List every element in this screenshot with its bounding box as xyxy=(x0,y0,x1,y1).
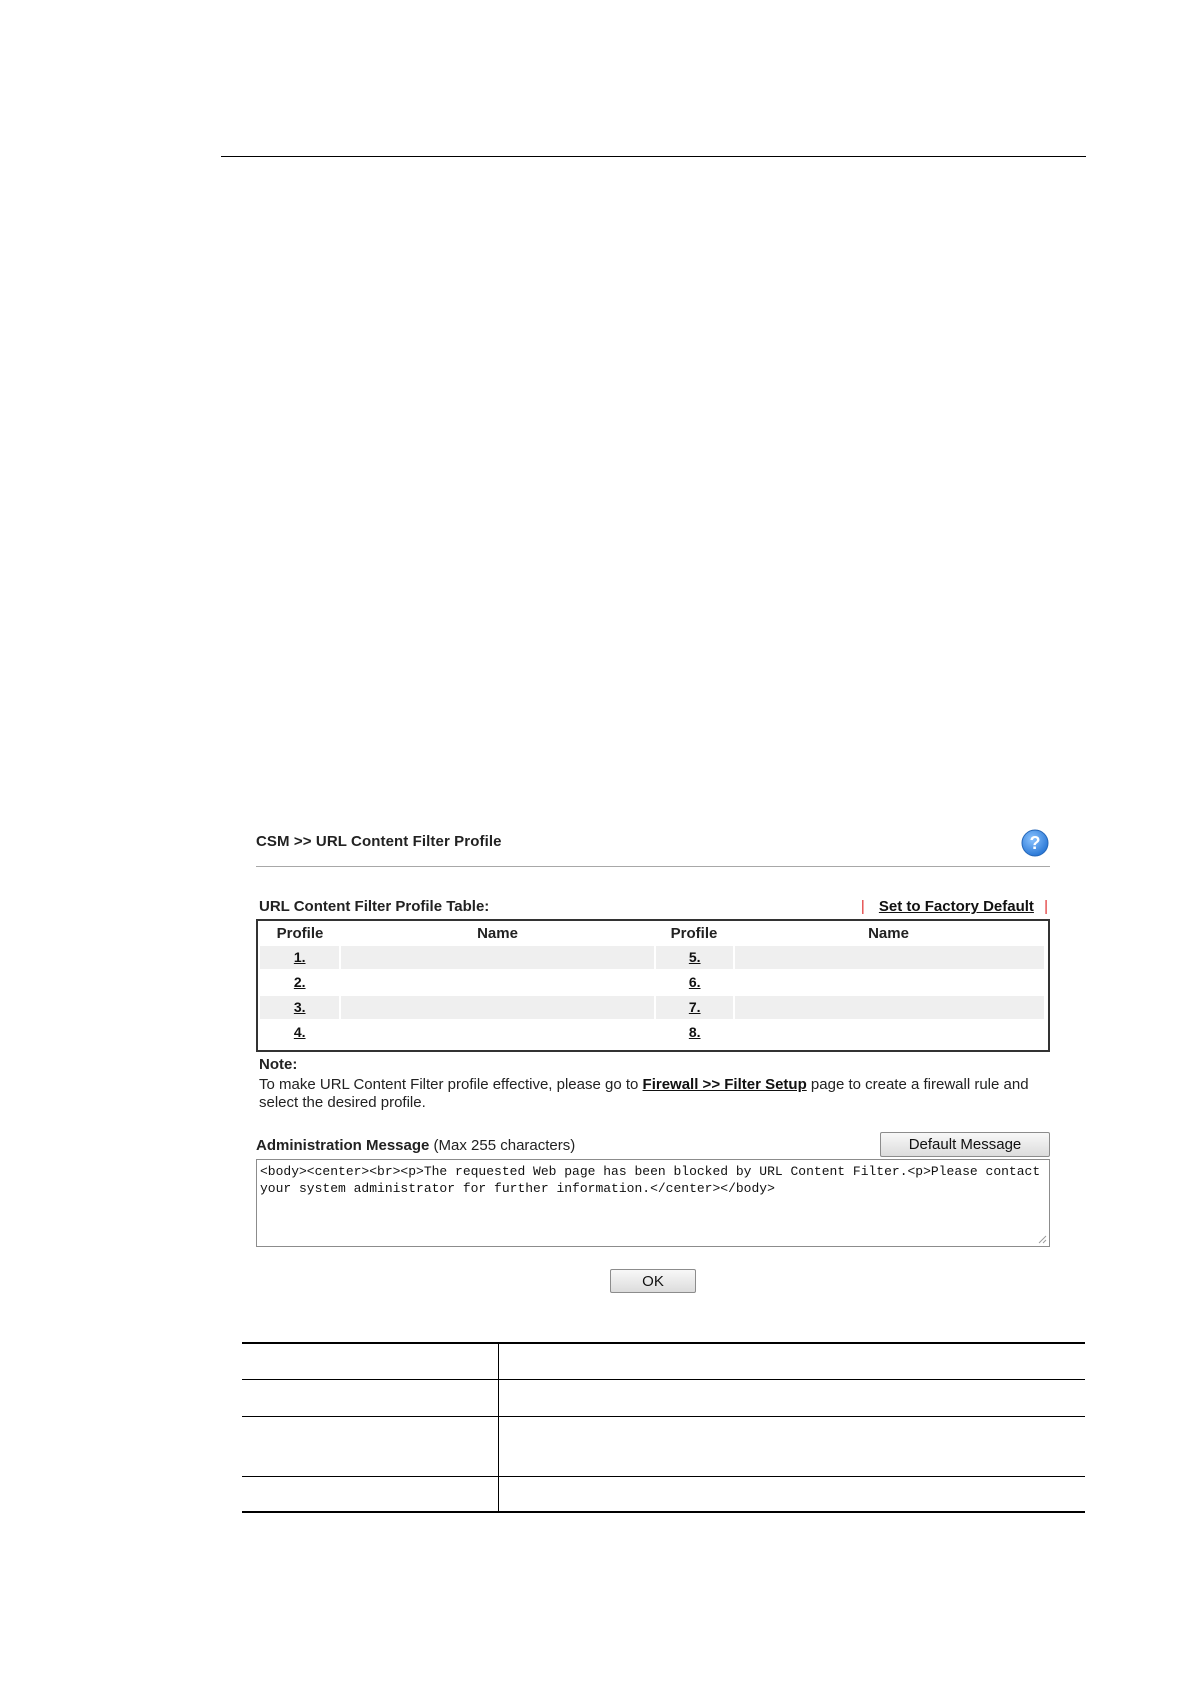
admin-message-textarea[interactable] xyxy=(256,1159,1050,1247)
profile-link-5[interactable]: 5. xyxy=(688,949,701,965)
column-header-profile: Profile xyxy=(276,925,324,942)
table-row xyxy=(242,1476,1085,1512)
table-row xyxy=(260,946,1046,969)
table-cell xyxy=(499,1343,1086,1379)
profile-cell xyxy=(260,971,339,994)
table-cell xyxy=(499,1416,1086,1476)
profile-name-cell xyxy=(341,946,654,969)
separator: | xyxy=(1044,898,1048,915)
profile-link-7[interactable]: 7. xyxy=(688,999,701,1015)
table-row xyxy=(242,1343,1085,1379)
profile-link-6[interactable]: 6. xyxy=(688,974,701,990)
profile-cell xyxy=(260,1021,339,1044)
table-row xyxy=(242,1379,1085,1416)
table-cell xyxy=(242,1476,499,1512)
table-row xyxy=(260,996,1046,1019)
note-text xyxy=(259,1076,1050,1112)
profile-name-cell xyxy=(735,946,1044,969)
table-row xyxy=(260,1021,1046,1044)
column-header-name: Name xyxy=(868,925,909,942)
admin-message-label xyxy=(256,1137,575,1154)
profile-name-cell xyxy=(735,1021,1044,1044)
table-cell xyxy=(242,1343,499,1379)
profile-cell xyxy=(260,946,339,969)
profile-cell xyxy=(656,996,733,1019)
firewall-filter-setup-link[interactable]: Firewall >> Filter Setup xyxy=(642,1076,807,1093)
profile-link-1[interactable]: 1. xyxy=(293,949,306,965)
note-text-after: page to create a firewall rule and select the desired profile. xyxy=(259,1076,1029,1111)
profile-table-title: URL Content Filter Profile Table: xyxy=(259,898,490,915)
column-header-name: Name xyxy=(477,925,518,942)
profile-cell xyxy=(260,996,339,1019)
table-header-row xyxy=(260,923,1046,945)
profile-name-cell xyxy=(341,1021,654,1044)
table-row xyxy=(242,1416,1085,1476)
panel-header xyxy=(256,823,1050,867)
profile-link-2[interactable]: 2. xyxy=(293,974,306,990)
resize-grip-icon[interactable] xyxy=(1037,1234,1047,1244)
page-top-rule xyxy=(221,156,1086,157)
profile-table-header xyxy=(256,895,1050,919)
admin-message-hint: (Max 255 characters) xyxy=(433,1137,576,1154)
profile-link-8[interactable]: 8. xyxy=(688,1024,701,1040)
help-icon[interactable] xyxy=(1021,829,1049,857)
profile-name-cell xyxy=(735,996,1044,1019)
note-title: Note: xyxy=(259,1056,298,1073)
table-cell xyxy=(499,1476,1086,1512)
admin-message-wrapper xyxy=(256,1159,1050,1247)
profile-name-cell xyxy=(735,971,1044,994)
profile-table xyxy=(256,919,1050,1052)
table-cell xyxy=(499,1379,1086,1416)
profile-name-cell xyxy=(341,996,654,1019)
admin-message-header xyxy=(256,1132,1050,1158)
note-text-before: To make URL Content Filter profile effective, please go to xyxy=(259,1076,643,1093)
description-table xyxy=(242,1342,1085,1513)
profile-cell xyxy=(656,971,733,994)
note-section xyxy=(259,1056,1050,1112)
url-content-filter-panel xyxy=(256,823,1050,1293)
header-divider xyxy=(256,866,1050,867)
page-title: CSM >> URL Content Filter Profile xyxy=(256,833,502,850)
svg-text:?: ? xyxy=(1029,833,1041,853)
set-factory-default-link[interactable]: Set to Factory Default xyxy=(878,898,1034,915)
admin-message-title: Administration Message xyxy=(256,1137,430,1154)
profile-cell xyxy=(656,1021,733,1044)
column-header-profile: Profile xyxy=(670,925,718,942)
table-cell xyxy=(242,1416,499,1476)
profile-cell xyxy=(656,946,733,969)
default-message-button[interactable]: Default Message xyxy=(880,1132,1050,1157)
ok-button[interactable]: OK xyxy=(610,1269,696,1293)
profile-link-4[interactable]: 4. xyxy=(293,1024,306,1040)
separator: | xyxy=(860,898,865,915)
profile-name-cell xyxy=(341,971,654,994)
factory-default-group xyxy=(861,898,1048,915)
profile-link-3[interactable]: 3. xyxy=(293,999,306,1015)
table-cell xyxy=(242,1379,499,1416)
table-row xyxy=(260,971,1046,994)
ok-row xyxy=(256,1269,1050,1293)
